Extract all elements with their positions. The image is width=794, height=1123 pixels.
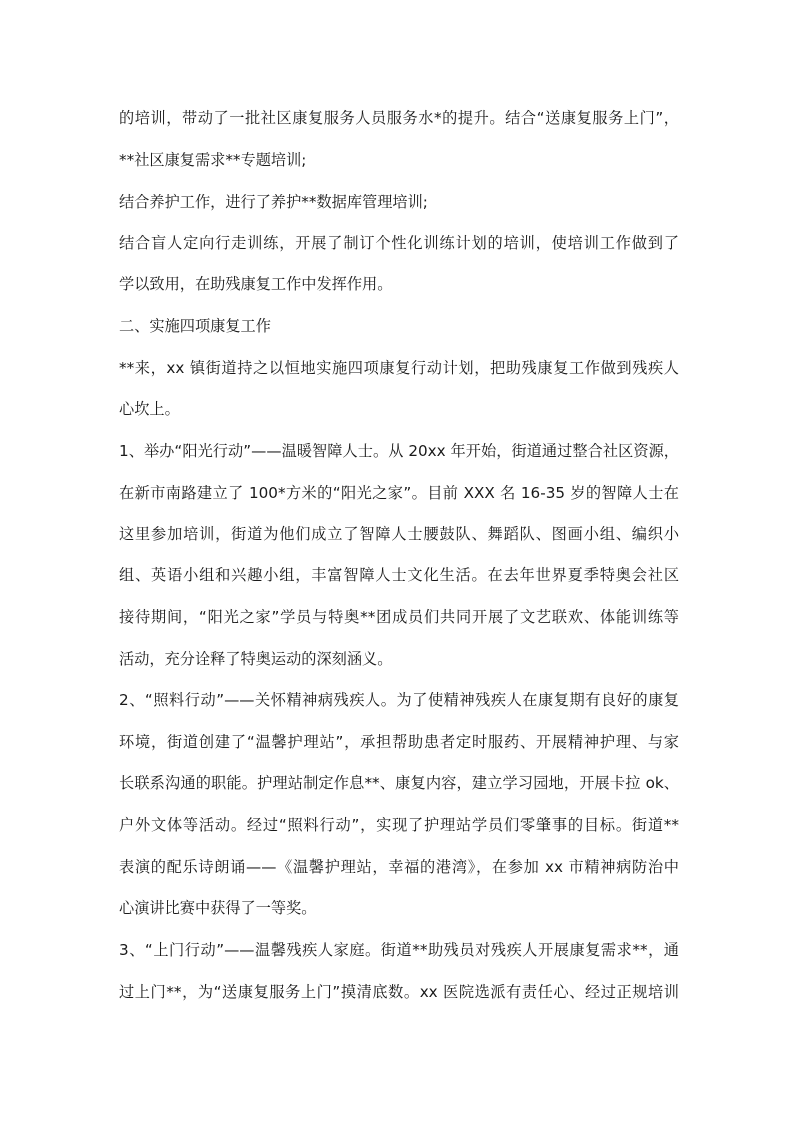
paragraph-line: 户外文体等活动。经过“照料行动”，实现了护理站学员们零肇事的目标。街道** <box>119 816 679 834</box>
paragraph-line: 活动，充分诠释了特奥运动的深刻涵义。 <box>119 650 393 668</box>
paragraph-line: **来，xx 镇街道持之以恒地实施四项康复行动计划，把助残康复工作做到残疾人 <box>119 359 679 377</box>
section-heading: 二、实施四项康复工作 <box>119 317 271 335</box>
paragraph-line: 3、“上门行动”——温馨残疾人家庭。街道**助残员对残疾人开展康复需求**，通 <box>119 941 679 959</box>
paragraph-line: 组、英语小组和兴趣小组，丰富智障人士文化生活。在去年世界夏季特奥会社区 <box>119 566 679 584</box>
paragraph-line: 长联系沟通的职能。护理站制定作息**、康复内容，建立学习园地，开展卡拉 ok、 <box>119 774 679 792</box>
paragraph-line: 接待期间，“阳光之家”学员与特奥**团成员们共同开展了文艺联欢、体能训练等 <box>119 608 679 626</box>
paragraph-line: 环境，街道创建了“温馨护理站”，承担帮助患者定时服药、开展精神护理、与家 <box>119 733 679 751</box>
paragraph-line: 1、举办“阳光行动”——温暖智障人士。从 20xx 年开始，街道通过整合社区资源， <box>119 442 679 460</box>
paragraph-line: 心坎上。 <box>119 400 180 418</box>
paragraph-line: 这里参加培训，街道为他们成立了智障人士腰鼓队、舞蹈队、图画小组、编织小 <box>119 525 679 543</box>
paragraph-line: **社区康复需求**专题培训; <box>119 151 307 169</box>
paragraph-line: 结合养护工作，进行了养护**数据库管理培训; <box>119 193 428 211</box>
paragraph-line: 在新市南路建立了 100*方米的“阳光之家”。目前 XXX 名 16-35 岁的智障人士在 <box>119 484 679 502</box>
paragraph-line: 过上门**，为“送康复服务上门”摸清底数。xx 医院选派有责任心、经过正规培训 <box>119 983 679 1001</box>
paragraph-line: 心演讲比赛中获得了一等奖。 <box>119 899 317 917</box>
paragraph-line: 结合盲人定向行走训练，开展了制订个性化训练计划的培训，使培训工作做到了 <box>119 234 679 252</box>
paragraph-line: 2、“照料行动”——关怀精神病残疾人。为了使精神残疾人在康复期有良好的康复 <box>119 691 679 709</box>
paragraph-line: 表演的配乐诗朗诵——《温馨护理站，幸福的港湾》，在参加 xx 市精神病防治中 <box>119 858 679 876</box>
paragraph-line: 学以致用，在助残康复工作中发挥作用。 <box>119 275 393 293</box>
paragraph-line: 的培训，带动了一批社区康复服务人员服务水*的提升。结合“送康复服务上门”， <box>119 109 679 127</box>
